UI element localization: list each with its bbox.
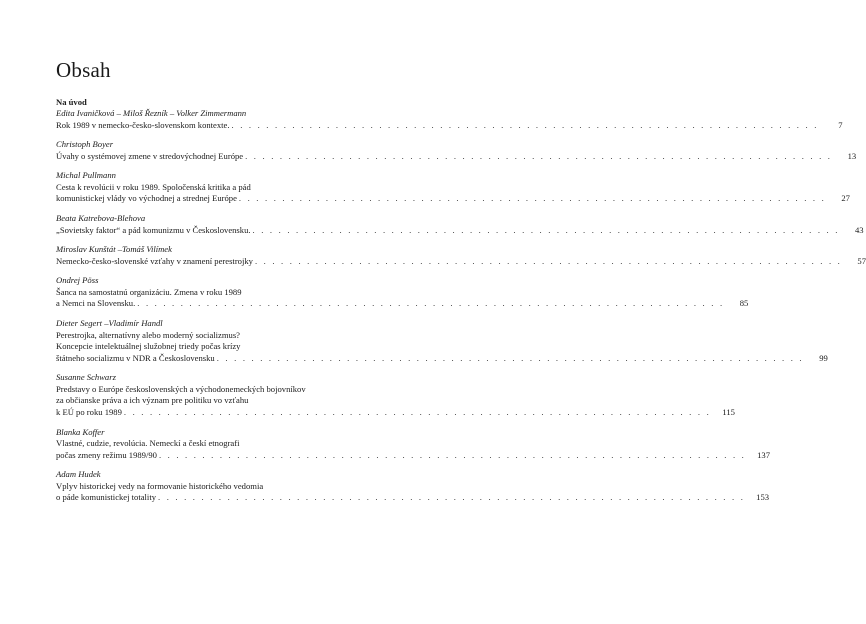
toc-entry bbox=[56, 213, 864, 236]
toc-entry-title-line: počas zmeny režimu 1989/90 bbox=[56, 449, 157, 460]
toc-entry-page-number: 7 bbox=[838, 119, 843, 130]
toc-entry-page-number: 85 bbox=[739, 298, 749, 309]
toc-entry-page-number: 13 bbox=[847, 150, 857, 161]
toc-entry-page-number: 137 bbox=[757, 449, 770, 460]
toc-entry-title-line: Perestrojka, alternatívny alebo moderný socializmus? bbox=[56, 329, 240, 340]
toc-entry bbox=[56, 170, 850, 205]
dot-leader: . . . . . . . . . . . . . . . . . . . . . . . . . . . . . . . . . . . . . . . . . . . . . . . . . . . . . . . . . . . . . . . . . . . . bbox=[158, 449, 746, 460]
toc-entry-title-row bbox=[56, 150, 857, 163]
toc-entry bbox=[56, 469, 770, 504]
toc-entry-author: Michal Pullmann bbox=[56, 170, 116, 181]
toc-entry-author: Edita Ivaničková – Miloš Řezník – Volker Zimmermann bbox=[56, 108, 247, 118]
toc-entry-title-line: Cesta k revolúcii v roku 1989. Spoločenská kritika a pád bbox=[56, 181, 251, 192]
toc-intro-heading: Na úvod bbox=[56, 97, 87, 107]
toc-entry bbox=[56, 108, 843, 131]
toc-entry-title-line: Koncepcie intelektuálnej služobnej triedy počas krízy bbox=[56, 341, 241, 352]
toc-entry-title-row bbox=[56, 255, 866, 268]
toc-entries bbox=[56, 108, 866, 504]
toc-entry-title-row bbox=[56, 298, 749, 310]
toc-entry-title-line: komunistickej vlády vo východnej a strednej Európe bbox=[56, 193, 237, 204]
toc-entry-author: Christoph Boyer bbox=[56, 139, 114, 150]
toc-entry-title-line: Vplyv historickej vedy na formovanie historického vedomia bbox=[56, 480, 264, 491]
toc-entry bbox=[56, 426, 770, 462]
toc-entry-author: Miroslav Kunštát –Tomáš Vilímek bbox=[56, 244, 172, 255]
toc-entry-title-line: Nemecko-česko-slovenské vzťahy v znamení perestrojky bbox=[56, 255, 253, 266]
table-of-contents bbox=[56, 97, 866, 512]
toc-entry-title-row bbox=[56, 492, 770, 504]
toc-entry bbox=[56, 275, 749, 310]
toc-entry-title-line: Rok 1989 v nemecko-česko-slovenskom kontexte. bbox=[56, 119, 230, 130]
toc-entry-page-number: 43 bbox=[854, 224, 864, 235]
toc-entry bbox=[56, 318, 828, 364]
dot-leader: . . . . . . . . . . . . . . . . . . . . . . . . . . . . . . . . . . . . . . . . . . . . . . . . . . . . . . . . . . . . . . . . . . . . bbox=[238, 193, 826, 204]
dot-leader: . . . . . . . . . . . . . . . . . . . . . . . . . . . . . . . . . . . . . . . . . . . . . . . . . . . . . . . . . . . . . . . . . . . . bbox=[245, 150, 833, 161]
toc-entry-title-line: k EÚ po roku 1989 bbox=[56, 406, 122, 417]
toc-entry-page-number: 99 bbox=[819, 352, 828, 363]
toc-entry-author: Dieter Segert –Vladimír Handl bbox=[56, 318, 163, 329]
toc-entry-author: Ondrej Pöss bbox=[56, 275, 99, 286]
dot-leader: . . . . . . . . . . . . . . . . . . . . . . . . . . . . . . . . . . . . . . . . . . . . . . . . . . . . . . . . . . . . . . . . . . . . bbox=[158, 492, 746, 503]
dot-leader: . . . . . . . . . . . . . . . . . . . . . . . . . . . . . . . . . . . . . . . . . . . . . . . . . . . . . . . . . . . . . . . . . . . . bbox=[254, 255, 843, 266]
toc-entry-page-number: 57 bbox=[857, 255, 866, 266]
toc-entry-title-line: Vlastné, cudzie, revolúcia. Nemeckí a českí etnografi bbox=[56, 438, 240, 448]
dot-leader: . . . . . . . . . . . . . . . . . . . . . . . . . . . . . . . . . . . . . . . . . . . . . . . . . . . . . . . . . . . . . . . . . . . . bbox=[123, 406, 711, 417]
toc-entry-page-number: 27 bbox=[841, 193, 850, 204]
toc-entry-title-line: a Nemci na Slovensku. bbox=[56, 298, 136, 309]
toc-entry-author: Blanka Koffer bbox=[56, 426, 105, 437]
dot-leader: . . . . . . . . . . . . . . . . . . . . . . . . . . . . . . . . . . . . . . . . . . . . . . . . . . . . . . . . . . . . . . . . . . . . bbox=[231, 119, 819, 130]
toc-entry-title-row bbox=[56, 352, 828, 365]
toc-entry bbox=[56, 244, 866, 267]
toc-entry-title-line: za občianske práva a ich význam pre politiku vo vzťahu bbox=[56, 395, 249, 406]
dot-leader: . . . . . . . . . . . . . . . . . . . . . . . . . . . . . . . . . . . . . . . . . . . . . . . . . . . . . . . . . . . . . . . . . . . . bbox=[137, 298, 725, 309]
toc-entry-title-row bbox=[56, 193, 850, 205]
toc-entry-title-row bbox=[56, 224, 864, 237]
toc-entry-title-line: Predstavy o Európe československých a východonemeckých bojovníkov bbox=[56, 383, 306, 394]
toc-entry-author: Adam Hudek bbox=[56, 469, 101, 480]
page-title: Obsah bbox=[56, 58, 111, 82]
toc-entry-author: Beata Katrebova-Blehova bbox=[56, 213, 146, 224]
toc-entry-page-number: 153 bbox=[756, 492, 770, 503]
toc-entry-title-line: Šanca na samostatnú organizáciu. Zmena v roku 1989 bbox=[56, 286, 242, 297]
toc-entry-title-line: „Sovietsky faktor“ a pád komunizmu v Československu. bbox=[56, 224, 251, 235]
toc-entry bbox=[56, 139, 857, 162]
dot-leader: . . . . . . . . . . . . . . . . . . . . . . . . . . . . . . . . . . . . . . . . . . . . . . . . . . . . . . . . . . . . . . . . . . . . bbox=[252, 224, 840, 235]
toc-entry-title-row bbox=[56, 406, 735, 419]
dot-leader: . . . . . . . . . . . . . . . . . . . . . . . . . . . . . . . . . . . . . . . . . . . . . . . . . . . . . . . . . . . . . . . . . . . . bbox=[216, 352, 804, 363]
toc-entry-author: Susanne Schwarz bbox=[56, 372, 116, 383]
toc-entry-title-line: o páde komunistickej totality bbox=[56, 492, 157, 503]
toc-entry-page-number: 115 bbox=[722, 406, 735, 417]
toc-entry bbox=[56, 372, 735, 418]
toc-entry-title-row bbox=[56, 119, 843, 132]
toc-entry-title-line: Úvahy o systémovej zmene v stredovýchodnej Európe bbox=[56, 150, 244, 161]
toc-entry-title-line: štátneho socializmu v NDR a Československu bbox=[56, 352, 215, 363]
toc-entry-title-row bbox=[56, 449, 770, 462]
